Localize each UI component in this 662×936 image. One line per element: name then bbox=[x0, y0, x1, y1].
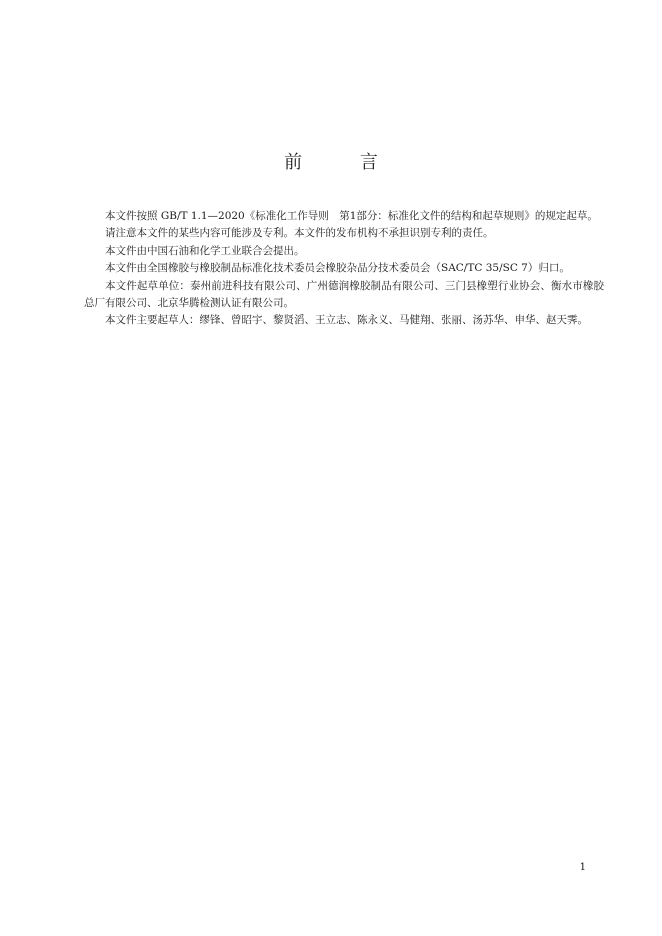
page-title: 前 言 bbox=[284, 152, 404, 173]
paragraph-main-drafters: 本文件主要起草人：缪锋、曾昭宇、黎贤滔、王立志、陈永义、马健翔、张丽、汤苏华、申华、赵天霁。 bbox=[105, 314, 588, 327]
paragraph-technical-committee: 本文件由全国橡胶与橡胶制品标准化技术委员会橡胶杂品分技术委员会（SAC/TC 35/SC 7）归口。 bbox=[105, 262, 570, 275]
document-body bbox=[84, 208, 604, 330]
page-number: 1 bbox=[579, 862, 586, 873]
paragraph-drafting-rules: 本文件按照 GB/T 1.1—2020《标准化工作导则 第1部分：标准化文件的结构和起草规则》的规定起草。 bbox=[105, 210, 598, 222]
paragraph-drafting-units: 本文件起草单位：泰州前进科技有限公司、广州德润橡胶制品有限公司、三门县橡塑行业协会、衡水市橡胶总厂有限公司、北京华腾检测认证有限公司。 bbox=[84, 279, 604, 310]
paragraph-patent-notice: 请注意本文件的某些内容可能涉及专利。本文件的发布机构不承担识别专利的责任。 bbox=[105, 227, 494, 240]
paragraph-proposer: 本文件由中国石油和化学工业联合会提出。 bbox=[105, 244, 305, 257]
